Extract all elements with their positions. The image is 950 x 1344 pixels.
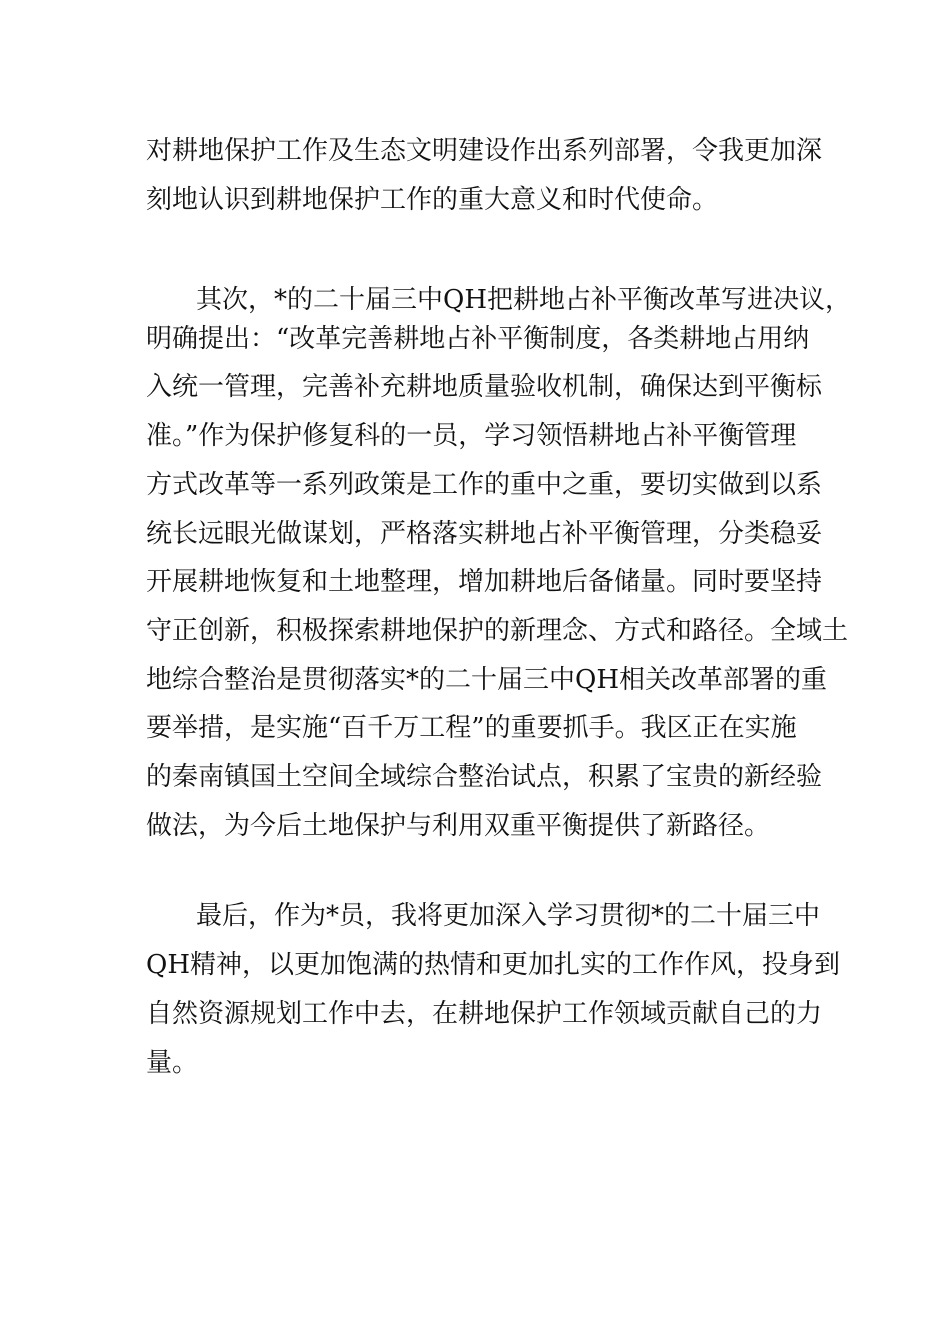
paragraph-3-line-4: 量。: [146, 1048, 199, 1078]
paragraph-1-line-1: 对耕地保护工作及生态文明建设作出系列部署，令我更加深: [146, 136, 823, 166]
paragraph-2-line-1: 其次，*的二十届三中QH把耕地占补平衡改革写进决议，: [196, 285, 851, 315]
paragraph-2-line-6: 统长远眼光做谋划，严格落实耕地占补平衡管理，分类稳妥: [146, 519, 823, 549]
paragraph-2-line-5: 方式改革等一系列政策是工作的重中之重，要切实做到以系: [146, 470, 823, 500]
paragraph-2-line-10: 要举措，是实施“百千万工程”的重要抓手。我区正在实施: [146, 713, 797, 743]
paragraph-2-line-8: 守正创新，积极探索耕地保护的新理念、方式和路径。全域土: [146, 616, 849, 646]
paragraph-3-line-1: 最后，作为*员，我将更加深入学习贯彻*的二十届三中: [196, 901, 821, 931]
paragraph-2-line-2: 明确提出：“改革完善耕地占补平衡制度，各类耕地占用纳: [146, 324, 810, 354]
paragraph-2-line-9: 地综合整治是贯彻落实*的二十届三中QH相关改革部署的重: [146, 665, 827, 695]
paragraph-2-line-11: 的秦南镇国土空间全域综合整治试点，积累了宝贵的新经验: [146, 762, 823, 792]
paragraph-2-line-7: 开展耕地恢复和土地整理，增加耕地后备储量。同时要坚持: [146, 567, 823, 597]
paragraph-2-line-12: 做法，为今后土地保护与利用双重平衡提供了新路径。: [146, 811, 771, 841]
paragraph-2-line-4: 准。”作为保护修复科的一员，学习领悟耕地占补平衡管理: [146, 421, 797, 451]
paragraph-3-line-2: QH精神，以更加饱满的热情和更加扎实的工作作风，投身到: [146, 950, 840, 980]
paragraph-2-line-3: 入统一管理，完善补充耕地质量验收机制，确保达到平衡标: [146, 372, 823, 402]
paragraph-1-line-2: 刻地认识到耕地保护工作的重大意义和时代使命。: [146, 185, 719, 215]
paragraph-3-line-3: 自然资源规划工作中去，在耕地保护工作领域贡献自己的力: [146, 999, 823, 1029]
